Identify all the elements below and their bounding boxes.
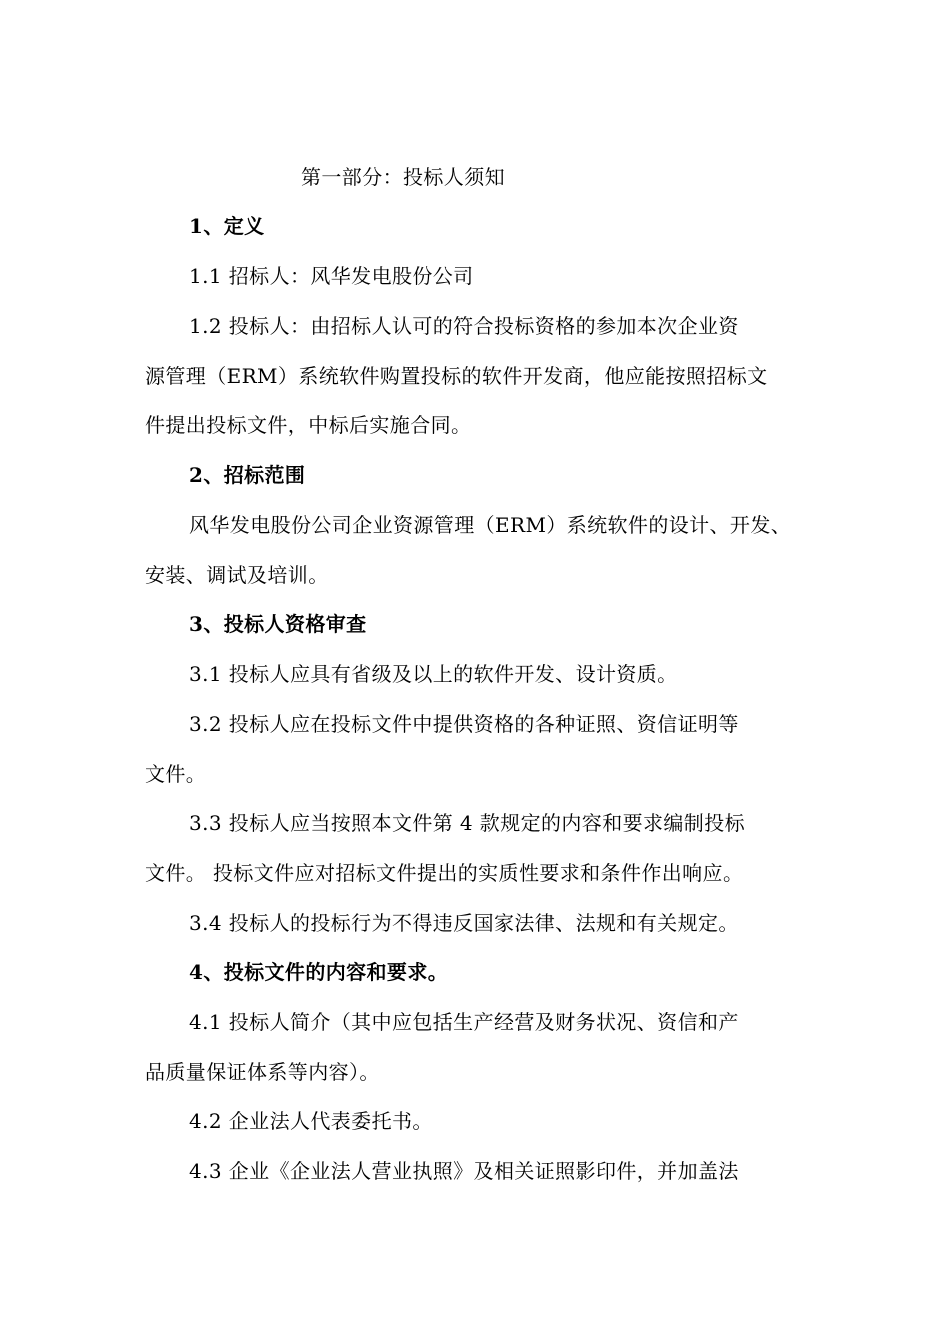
paragraph-3-2-line-2: 文件。	[145, 762, 207, 786]
paragraph-4-3: 4.3 企业《企业法人营业执照》及相关证照影印件，并加盖法	[189, 1159, 739, 1183]
paragraph-4-2: 4.2 企业法人代表委托书。	[189, 1109, 433, 1133]
section-heading-scope: 2、招标范围	[189, 463, 306, 487]
scope-line-2: 安装、调试及培训。	[145, 563, 329, 587]
section-heading-definition: 1、定义	[189, 214, 265, 238]
section-heading-qualification: 3、投标人资格审查	[189, 612, 367, 636]
paragraph-4-1-line-2: 品质量保证体系等内容）。	[145, 1060, 380, 1084]
paragraph-1-2-line-1: 1.2 投标人：由招标人认可的符合投标资格的参加本次企业资	[189, 314, 739, 338]
paragraph-1-2-line-2: 源管理（ERM）系统软件购置投标的软件开发商，他应能按照招标文	[145, 364, 768, 388]
paragraph-3-1: 3.1 投标人应具有省级及以上的软件开发、设计资质。	[189, 662, 678, 686]
paragraph-3-4: 3.4 投标人的投标行为不得违反国家法律、法规和有关规定。	[189, 911, 739, 935]
section-heading-content: 4、投标文件的内容和要求。	[189, 960, 449, 984]
paragraph-3-2-line-1: 3.2 投标人应在投标文件中提供资格的各种证照、资信证明等	[189, 712, 739, 736]
paragraph-4-1-line-1: 4.1 投标人简介（其中应包括生产经营及财务状况、资信和产	[189, 1010, 739, 1034]
page-title: 第一部分：投标人须知	[301, 165, 505, 189]
paragraph-1-2-line-3: 件提出投标文件，中标后实施合同。	[145, 413, 472, 437]
paragraph-3-3-line-2: 文件。 投标文件应对招标文件提出的实质性要求和条件作出响应。	[145, 861, 744, 885]
paragraph-1-1: 1.1 招标人：风华发电股份公司	[189, 264, 474, 288]
paragraph-3-3-line-1: 3.3 投标人应当按照本文件第 4 款规定的内容和要求编制投标	[189, 811, 746, 835]
scope-line-1: 风华发电股份公司企业资源管理（ERM）系统软件的设计、开发、	[189, 513, 792, 537]
